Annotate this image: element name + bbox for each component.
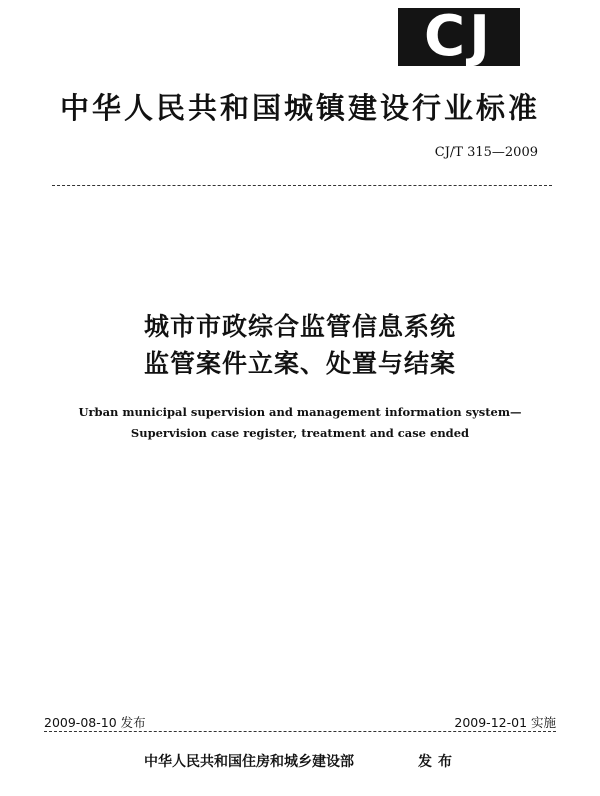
title-en-line1: Urban municipal supervision and management information system— [78, 405, 522, 419]
footer-divider [44, 731, 556, 732]
publish-word: 发布 [418, 754, 458, 770]
publisher: 中华人民共和国住房和城乡建设部 [144, 754, 354, 770]
title-en-line2: Supervision case register, treatment and case ended [130, 426, 470, 440]
issue-date: 2009-08-10 发布 [44, 715, 146, 730]
title-zh-line2: 监管案件立案、处置与结案 [143, 349, 456, 378]
logo-text: CJ [424, 8, 494, 66]
implement-date: 2009-12-01 实施 [454, 715, 556, 730]
cj-logo [398, 8, 520, 66]
title-zh-line1: 城市市政综合监管信息系统 [143, 312, 456, 341]
header-divider [52, 185, 552, 186]
standard-number: CJ/T 315—2009 [434, 145, 538, 160]
org-title: 中华人民共和国城镇建设行业标准 [59, 91, 540, 125]
